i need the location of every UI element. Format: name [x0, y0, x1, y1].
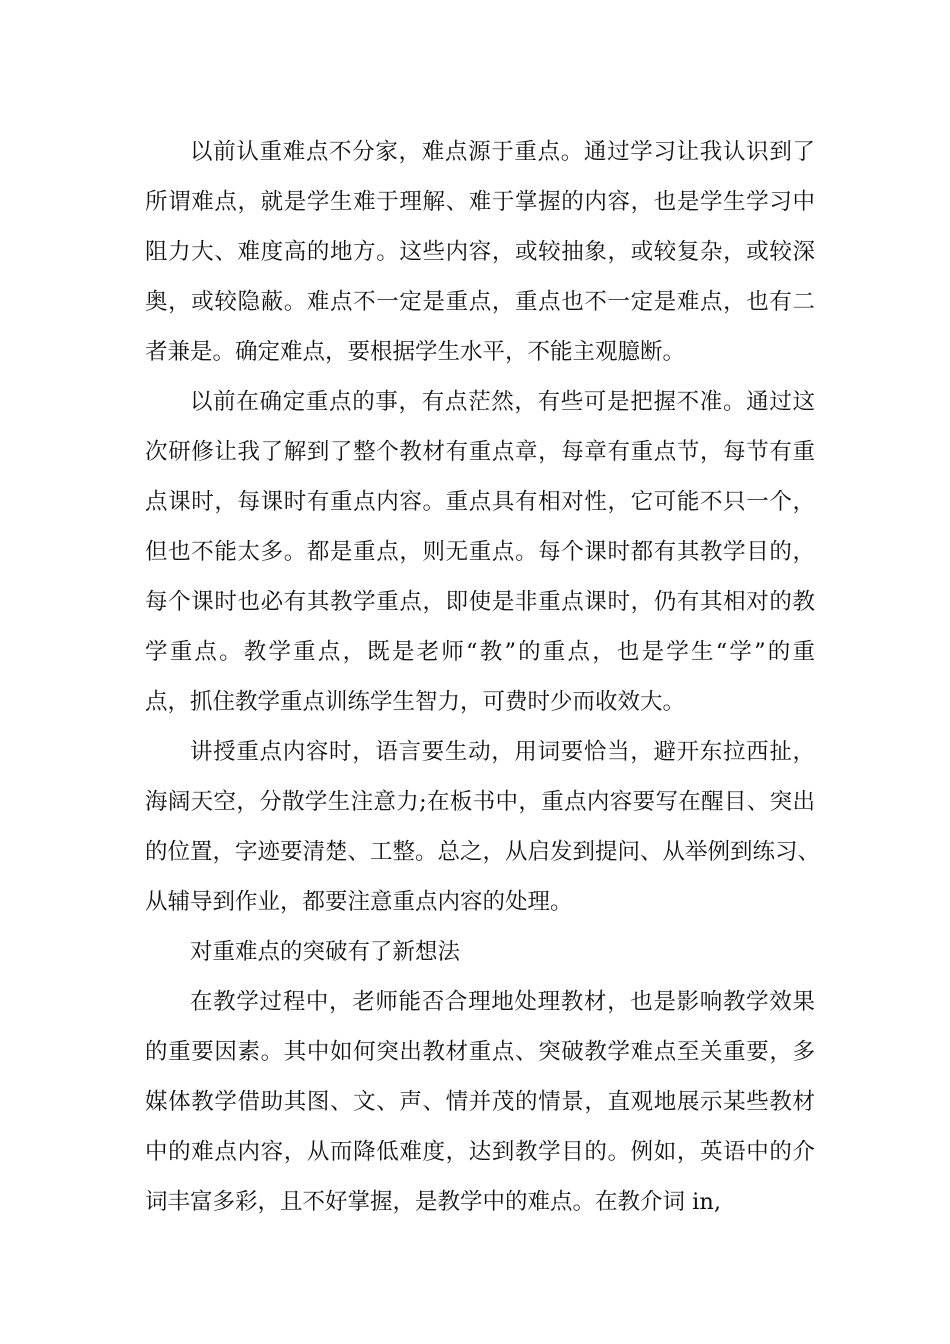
- section-heading: 对重难点的突破有了新想法: [190, 939, 461, 965]
- text-line: 以前在确定重点的事，有点茫然，有些可是把握不准。通过这: [190, 389, 815, 415]
- text-line: 点课时，每课时有重点内容。重点具有相对性，它可能不只一个，: [145, 489, 815, 515]
- text-line: 从辅导到作业，都要注意重点内容的处理。: [145, 889, 573, 915]
- text-line: 但也不能太多。都是重点，则无重点。每个课时都有其教学目的，: [145, 539, 815, 565]
- text-line: 学重点。教学重点，既是老师“教”的重点，也是学生“学”的重: [145, 639, 815, 665]
- text-line: 点，抓住教学重点训练学生智力，可费时少而收效大。: [145, 689, 686, 715]
- text-line: 讲授重点内容时，语言要生动，用词要恰当，避开东拉西扯，: [190, 739, 815, 765]
- text-line: 媒体教学借助其图、文、声、情并茂的情景，直观地展示某些教材: [145, 1089, 815, 1115]
- text-line: 阻力大、难度高的地方。这些内容，或较抽象，或较复杂，或较深: [145, 239, 815, 265]
- text-line: 在教学过程中，老师能否合理地处理教材，也是影响教学效果: [190, 989, 815, 1015]
- text-line: 奥，或较隐蔽。难点不一定是重点，重点也不一定是难点，也有二: [145, 289, 815, 315]
- text-line: 的位置，字迹要清楚、工整。总之，从启发到提问、从举例到练习、: [145, 839, 821, 865]
- text-line: 每个课时也必有其教学重点，即使是非重点课时，仍有其相对的教: [145, 589, 815, 615]
- text-line: 中的难点内容，从而降低难度，达到教学目的。例如，英语中的介: [145, 1139, 815, 1165]
- text-line: 次研修让我了解到了整个教材有重点章，每章有重点节，每节有重: [145, 439, 815, 465]
- document-body: [145, 127, 821, 1227]
- text-line: 所谓难点，就是学生难于理解、难于掌握的内容，也是学生学习中: [145, 189, 815, 215]
- text-line: 词丰富多彩，且不好掌握，是教学中的难点。在教介词 in,: [145, 1189, 721, 1215]
- text-line: 者兼是。确定难点，要根据学生水平，不能主观臆断。: [145, 339, 686, 365]
- text-line: 的重要因素。其中如何突出教材重点、突破教学难点至关重要，多: [145, 1039, 815, 1065]
- text-line: 以前认重难点不分家，难点源于重点。通过学习让我认识到了: [190, 139, 815, 165]
- text-line: 海阔天空，分散学生注意力;在板书中，重点内容要写在醒目、突出: [145, 789, 815, 815]
